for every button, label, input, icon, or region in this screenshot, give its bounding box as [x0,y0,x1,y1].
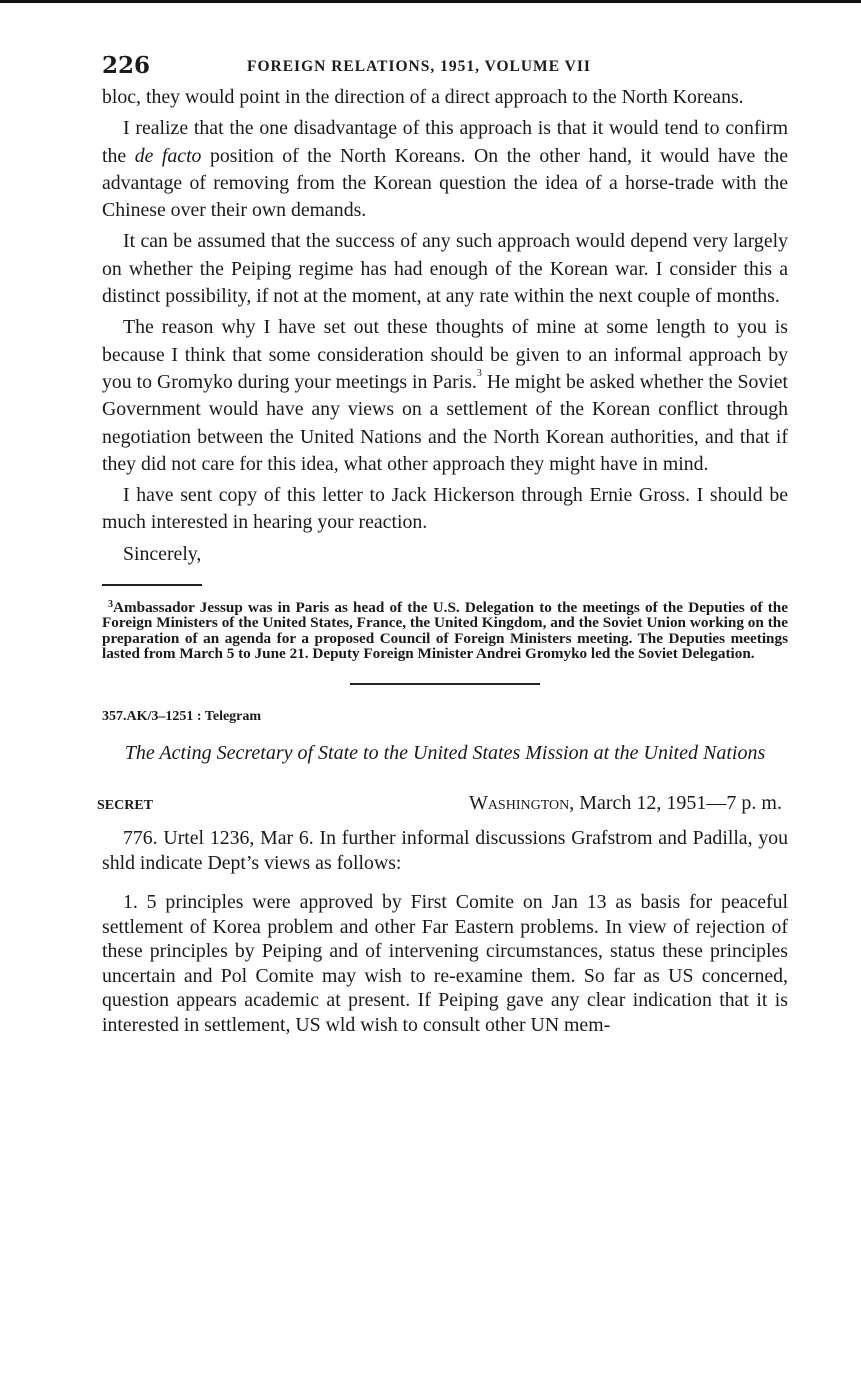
footnote-divider [102,584,202,586]
footnote [102,600,788,661]
page [97,40,789,1037]
page-number: 226 [102,52,151,79]
telegram-opening [102,826,788,876]
letter-closing: Sincerely, [123,542,202,565]
footnote-text: Ambassador Jessup was in Paris as head of the U.S. Delegation to the meetings of the Deputies of the Foreign Ministers of the United States, France, the United Kingdom, and the Soviet Union working on the preparation of an agenda for a proposed Council of Foreign Ministers meeting. The Deputies meetings lasted from March 5 to June 21. Deputy Foreign Minister Andrei Gromyko led the Soviet Delegation. [102,599,788,662]
letter-body [102,84,788,568]
letter-paragraph-2 [102,115,788,224]
letter-paragraph-1: bloc, they would point in the direction of a direct approach to the North Koreans. [102,86,744,108]
paragraph-4-text-a: The reason why I have set out these thoughts of mine at some length to you is because I think that some consideration should be given to an informal approach by you to Gromyko during your meetings in Paris. [102,316,788,393]
page-header [102,40,788,84]
document-title: The Acting Secretary of State to the United States Mission at the United Nations [124,742,766,765]
section-divider [350,683,540,685]
footnote-marker: 3 [108,599,113,611]
paragraph-2-text-a: I realize that the one disadvantage of this approach is that it would tend to confirm the [102,117,788,167]
date: , March 12, 1951—7 p. m. [569,792,782,815]
running-title: FOREIGN RELATIONS, 1951, VOLUME VII [247,58,591,75]
paragraph-2-italic: de facto [134,144,202,167]
letter-paragraph-5: I have sent copy of this letter to Jack Hickerson through Ernie Gross. I should be much interested in hearing your reaction. [102,484,788,534]
letter-paragraph-4 [102,314,788,478]
place: Washington [468,792,570,815]
footnote-reference: 3 [476,367,482,379]
page-top-border [0,0,861,3]
place-and-date [469,792,782,815]
dateline [97,792,788,822]
paragraph-4-text-b: He might be asked whether the Soviet Government would have any views on a settlement of the Korean conflict through negotiation between the United Nations and the North Korean authorities, and that if they did not care for this idea, what other approach they might have in mind. [102,370,789,475]
telegram-point-1 [102,890,788,1037]
point-1-paragraph: 1. 5 principles were approved by First Comite on Jan 13 as basis for peaceful settlement of Korea problem and other Far Eastern problems. In view of rejection of these principles by Peiping and of intervening circumstances, status these principles uncertain and Pol Comite may wish to re-examine them. So far as US concerned, question appears academic at present. If Peiping gave any clear indication that it is interested in settlement, US wld wish to consult other UN mem- [102,891,788,1036]
telegram-opening-paragraph: 776. Urtel 1236, Mar 6. In further informal discussions Grafstrom and Padilla, you shld indicate Dept’s views as follows: [102,827,788,875]
file-number: 357.AK/3–1251 : Telegram [102,709,262,725]
paragraph-2-text-b: position of the North Koreans. On the other hand, it would have the advantage of removing from the Korean question the idea of a horse-trade with the Chinese over their own demands. [102,144,788,222]
classification-label: SECRET [97,798,154,814]
letter-paragraph-3: It can be assumed that the success of any such approach would depend very largely on whether the Peiping regime has had enough of the Korean war. I consider this a distinct possibility, if not at the moment, at any rate within the next couple of months. [102,230,788,308]
